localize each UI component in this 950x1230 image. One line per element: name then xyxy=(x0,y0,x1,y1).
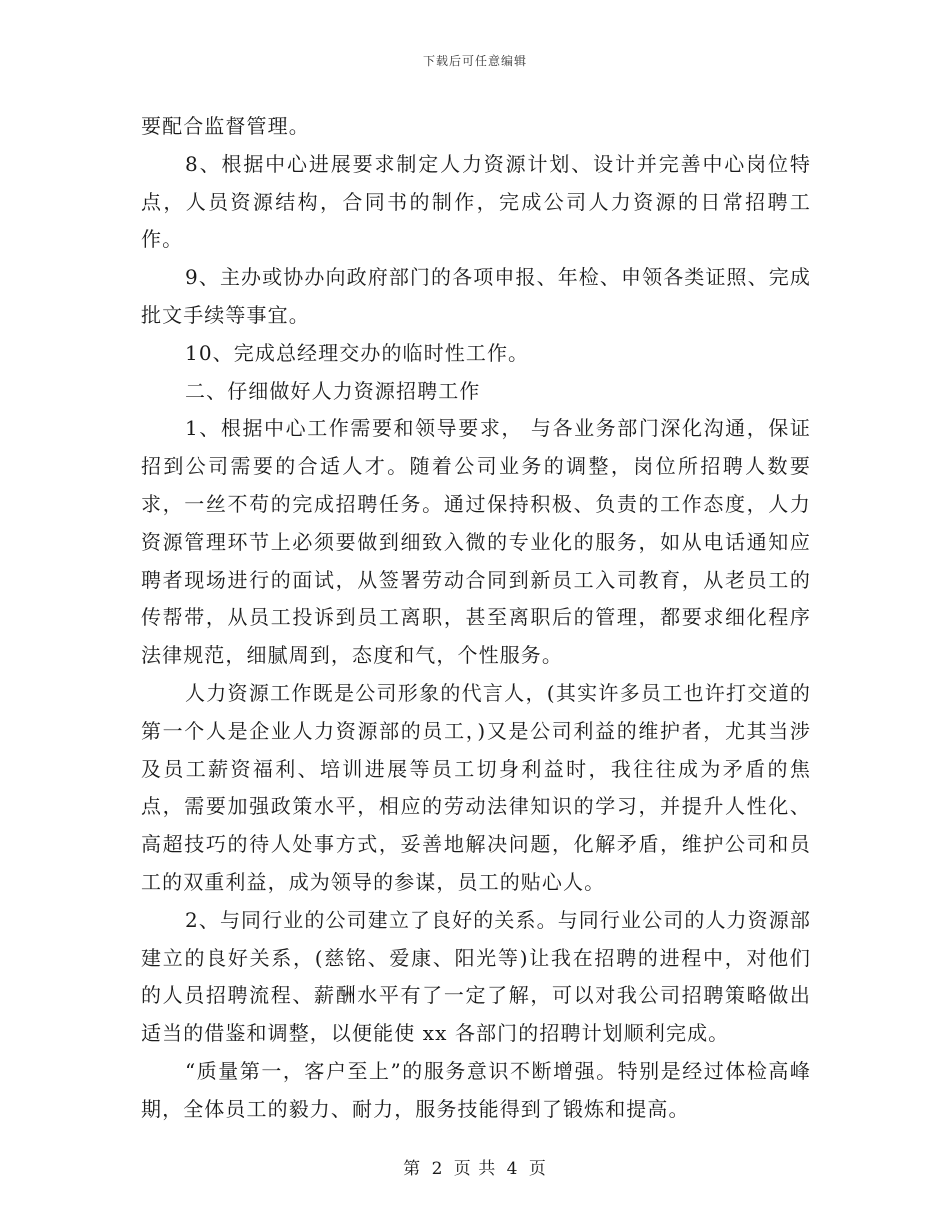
page-footer xyxy=(0,1154,950,1179)
paragraph-service-quality: “质量第一，客户至上”的服务意识不断增强。特别是经过体检高峰期，全体员工的毅力、耐力，服务技能得到了锻炼和提高。 xyxy=(141,1058,811,1121)
paragraph-item-10: 10、完成总经理交办的临时性工作。 xyxy=(185,340,530,365)
page-header: 下载后可任意编辑 xyxy=(422,54,527,68)
footer-prefix: 第 xyxy=(403,1159,422,1179)
footer-middle: 页 共 xyxy=(453,1159,497,1179)
section-heading: 二、仔细做好人力资源招聘工作 xyxy=(185,378,481,403)
paragraph-item-9: 9、主办或协办向政府部门的各项申报、年检、申领各类证照、完成批文手续等事宜。 xyxy=(141,265,811,327)
footer-suffix: 页 xyxy=(528,1159,547,1179)
document-body xyxy=(141,108,811,1129)
paragraph-recruitment-2: 2、与同行业的公司建立了良好的关系。与同行业公司的人力资源部建立的良好关系，(慈铭、爱康、阳光等)让我在招聘的进程中，对他们的人员招聘流程、薪酬水平有了一定了解，可以对我公司招聘策略做出适当的借鉴和调整，以便能使 xx 各部门的招聘计划顺利完成。 xyxy=(141,907,811,1046)
paragraph-item-8: 8、根据中心进展要求制定人力资源计划、设计并完善中心岗位特点，人员资源结构，合同书的制作，完成公司人力资源的日常招聘工作。 xyxy=(141,151,811,252)
paragraph-continuation: 要配合监督管理。 xyxy=(141,114,310,138)
total-page-count: 4 xyxy=(506,1159,519,1179)
paragraph-recruitment-1: 1、根据中心工作需要和领导要求， 与各业务部门深化沟通，保证招到公司需要的合适人才。随着公司业务的调整，岗位所招聘人数要求，一丝不苟的完成招聘任务。通过保持积极、负责的工作态度，人力资源管理环节上必须要做到细致入微的专业化的服务，如从电话通知应聘者现场进行的面试，从签署劳动合同到新员工入司教育，从老员工的传帮带，从员工投诉到员工离职，甚至离职后的管理，都要求细化程序法律规范，细腻周到，态度和气，个性服务。 xyxy=(141,416,811,668)
current-page-number: 2 xyxy=(431,1159,444,1179)
paragraph-hr-role: 人力资源工作既是公司形象的代言人，(其实许多员工也许打交道的第一个人是企业人力资源部的员工，)又是公司利益的维护者，尤其当涉及员工薪资福利、培训进展等员工切身利益时，我往往成为矛盾的焦点，需要加强政策水平，相应的劳动法律知识的学习，并提升人性化、高超技巧的待人处事方式，妥善地解决问题，化解矛盾，维护公司和员工的双重利益，成为领导的参谋，员工的贴心人。 xyxy=(141,680,811,894)
